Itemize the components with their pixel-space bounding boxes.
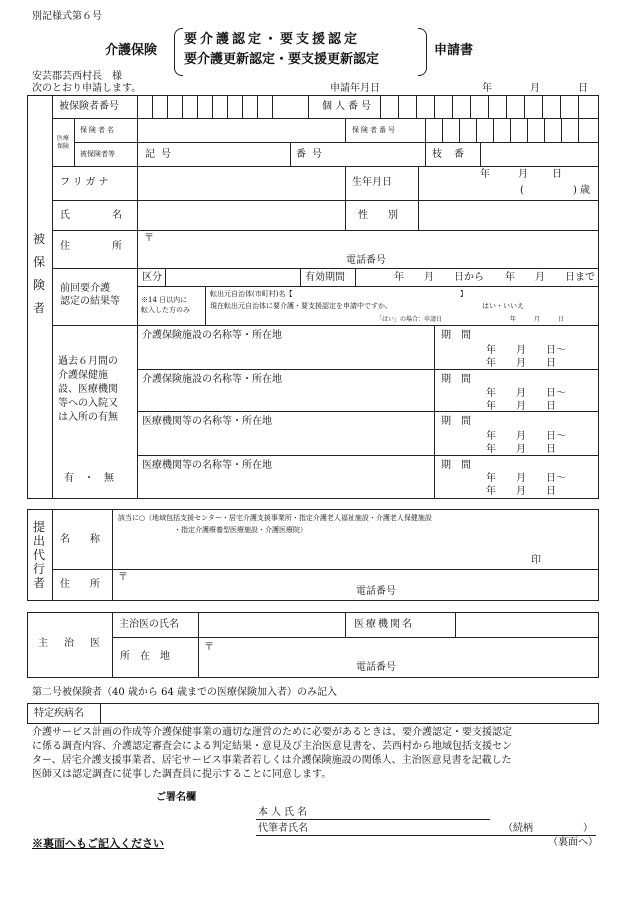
validity-from: 年 月 日から [394,272,484,283]
period-2-from: 年 月 日～ [486,388,566,399]
agent-postal-mark: 〒 [118,572,128,583]
agent-address-label: 住 所 [60,579,100,590]
name-label: 氏名 [60,210,164,221]
doctor-address-label: 所 在 地 [120,651,170,662]
option-renewal: 要介護更新認定・要支援更新認定 [184,52,380,67]
age-paren-open: ( [520,185,524,196]
proxy-name-line[interactable] [256,835,596,836]
validity-to: 年 月 日まで [505,272,595,283]
furigana-label: フリガナ [60,177,112,188]
agent-phone-label: 電話番号 [356,586,396,597]
sex-label: 性別 [358,210,418,221]
facility-row-1-name: 介護保険施設の名称等・所在地 [142,330,282,341]
agent-section-label: 提出代行者 [32,520,45,590]
facility-presence[interactable]: 有 ・ 無 [64,473,114,484]
agent-name-label: 名 称 [60,534,100,545]
doctor-postal-mark: 〒 [204,642,214,653]
holder-label: 被保険者等 [80,150,115,158]
agent-applicable-line-1: 該当に○（地域包括支援センター・居宅介護支援事業所・指定介護老人福祉施設・介護老人保健施設 [118,514,432,522]
transfer-note-1: ※14 日以内に [141,296,188,304]
transfer-line-1: 転出元自治体(市町村)名【 [210,290,293,298]
previous-label-2: 認定の結果等 [60,296,120,307]
consent-line-2: に係る調査内容、介護認定審査会による判定結果・意見及び主治医意見書を、芸西村から地域包括支援セン [32,741,512,752]
birth-day: 日 [552,169,562,180]
back-label: （裏面へ） [548,837,598,848]
consent-line-4: 医師又は認定調査に従事した調査員に提示することに同意します。 [32,769,332,780]
relation-label: （続柄 ） [503,823,593,834]
date-month: 月 [530,83,540,94]
period-label-3: 期 間 [441,416,471,427]
transfer-note-2: 転入した方のみ [141,306,190,314]
insured-number-label: 被保険者番号 [59,101,119,112]
birth-label: 生年月日 [352,177,392,188]
doctor-section-label: 主 治 医 [38,638,103,649]
period-4-from: 年 月 日～ [486,473,566,484]
facility-label-3: 設、医療機関 [58,384,118,395]
bango-label: 番号 [296,149,328,160]
facility-row-2-name: 介護保険施設の名称等・所在地 [142,374,282,385]
transfer-bracket-close: 】 [460,290,467,298]
period-label-4: 期 間 [441,460,471,471]
facility-row-4-name: 医療機関等の名称等・所在地 [142,460,272,471]
period-label-2: 期 間 [441,374,471,385]
signature-heading: ご署名欄 [156,792,196,803]
yes-case-label: 「はい」の場合：申請日 [376,316,443,323]
facility-label-2: 介護保健施 [58,370,108,381]
yes-case-date: 年 月 日 [510,316,565,323]
date-day: 日 [578,83,588,94]
period-1-from: 年 月 日～ [486,345,566,356]
transfer-yes-no[interactable]: はい・いいえ [482,302,524,310]
previous-label-1: 前回要介護 [60,283,110,294]
form-number: 別記様式第６号 [32,11,102,22]
back-note: ※裏面へもご記入ください [32,837,164,850]
period-4-to: 年 月 日 [486,486,556,497]
left-bracket [174,28,183,76]
proxy-name-label: 代筆者氏名 [258,823,308,834]
birth-month: 月 [518,169,528,180]
period-1-to: 年 月 日 [486,358,556,369]
application-label: 申請書 [434,43,474,58]
facility-label-4: 等への入院又 [58,398,118,409]
address-label: 住所 [60,241,164,252]
edaban-label: 枝番 [432,149,476,160]
consent-line-3: ター、居宅介護支援事業者、居宅サービス事業者若しくは介護保険施設の関係人、主治医意見書を記載した [32,755,512,766]
period-label-1: 期 間 [441,330,471,341]
category-label: 区分 [142,272,162,283]
period-3-to: 年 月 日 [486,444,556,455]
period-3-from: 年 月 日～ [486,431,566,442]
age-paren-close: ) [573,185,577,196]
facility-label-1: 過去６月間の [58,356,118,367]
period-2-to: 年 月 日 [486,401,556,412]
insurer-name-label: 保険者名 [80,126,116,134]
personal-number-label: 個人番号 [322,101,374,112]
self-name-line[interactable] [256,819,490,820]
request-line: 次のとおり申請します。 [32,83,142,94]
insurer-number-label: 保険者番号 [352,126,397,134]
consent-line-1: 介護サービス計画の作成等介護保健事業の適切な運営のために必要があるときは、要介護認定・要支援認定 [32,727,512,738]
institution-label: 医療機関名 [354,619,414,630]
facility-row-3-name: 医療機関等の名称等・所在地 [142,416,272,427]
birth-year: 年 [480,169,490,180]
second-type-note: 第二号被保険者（40 歳から 64 歳までの医療保険加入者）のみ記入 [32,687,337,698]
option-certification: 要介護認定・要支援認定 [184,32,361,47]
seal-mark: 印 [531,555,541,566]
mayor-address: 安芸郡芸西村長 様 [32,71,122,82]
application-date-label: 申請年月日 [330,83,380,94]
date-year: 年 [482,83,492,94]
agent-applicable-line-2: ・指定介護療養型医療施設・介護医療院） [174,526,307,534]
insured-section-label: 被保険者 [32,232,45,315]
medical-label-2: 保険 [57,143,70,150]
age-unit: 歳 [580,185,590,196]
insured-phone-label: 電話番号 [346,255,386,266]
facility-label-5: は入所の有無 [58,412,118,423]
disease-label: 特定疾病名 [34,708,84,719]
insurance-title: 介護保険 [105,43,158,58]
validity-label: 有効期間 [305,272,345,283]
kigo-label: 記号 [145,149,177,160]
right-bracket [418,28,427,76]
transfer-line-2: 現在転出元自治体に要介護・要支援認定を申請中ですか。 [210,302,392,310]
doctor-phone-label: 電話番号 [356,662,396,673]
insured-postal-mark: 〒 [144,233,154,244]
self-name-label: 本人氏名 [258,807,310,818]
doctor-name-label: 主治医の氏名 [119,619,179,630]
medical-label-1: 医療 [57,135,70,142]
